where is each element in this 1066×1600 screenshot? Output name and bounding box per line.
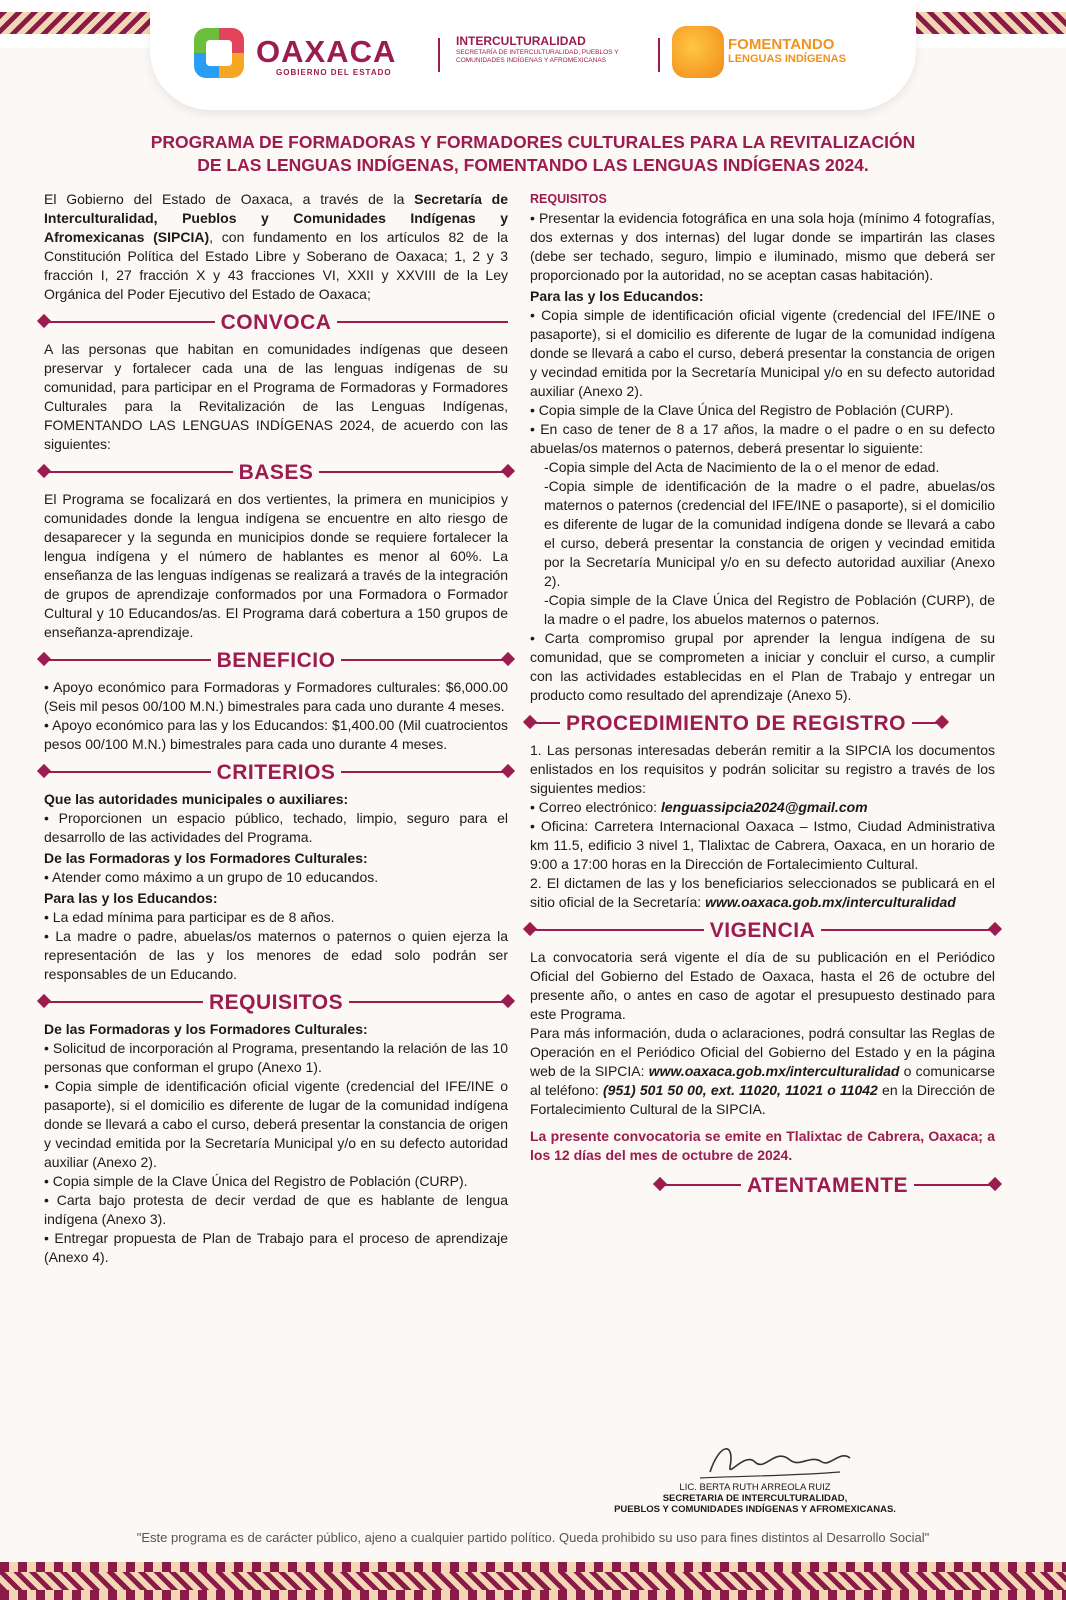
- requisitos-item: • Presentar la evidencia fotográfica en una sola hoja (mínimo 4 fotografías, dos externas y dos internas) del lugar donde se impartirán las clases (debe ser techado, seguro, limpio e iluminado, mismo que deberá ser proporcionado por la autoridad, no se aceptan casas habitación).: [530, 210, 995, 283]
- email-label: • Correo electrónico:: [530, 799, 661, 815]
- interculturalidad-subtitle: SECRETARÍA DE INTERCULTURALIDAD, PUEBLOS Y COMUNIDADES INDÍGENAS Y AFROMEXICANAS: [456, 49, 619, 64]
- section-heading-vigencia: [530, 916, 995, 944]
- criterios-item: • Proporcionen un espacio público, techado, limpio, seguro para el desarrollo de las actividades del Programa.: [44, 810, 508, 845]
- section-heading-requisitos: [44, 988, 508, 1016]
- heading-label: CONVOCA: [220, 310, 332, 334]
- page-title: [60, 131, 1006, 177]
- minor-item: -Copia simple de identificación de la madre o el padre, abuelas/os maternos o paternos (credencial del IFE/INE o pasaporte), si el domicilio es diferente de lugar de la comunidad indígena donde se llevará a cabo el curso, deberá presentar la constancia de origen y vecindad emitida por la Secretaría Municipal y/o en su defecto autoridad auxiliar (Anexo 2).: [544, 478, 995, 589]
- fomentando-title: FOMENTANDO: [728, 36, 835, 53]
- right-column: [530, 190, 995, 1203]
- heading-label: ATENTAMENTE: [746, 1173, 909, 1197]
- section-heading-procedimiento: [530, 709, 995, 737]
- interculturalidad-title: INTERCULTURALIDAD: [456, 34, 586, 48]
- criterios-item: • La edad mínima para participar es de 8 años.: [44, 909, 335, 925]
- website-link[interactable]: www.oaxaca.gob.mx/interculturalidad: [705, 894, 956, 910]
- bases-text: El Programa se focalizará en dos vertientes, la primera en municipios y comunidades donde la lengua indígena se encuentre en alto riesgo de desaparecer y la segunda en municipios donde se requiere fortalecer la lengua indígena y el número de hablantes es menor al 60%. La enseñanza de las lenguas indígenas se realizará a través de la integración de grupos de aprendizaje conformados por una Formadora o Formador Cultural y 10 Educandos/as. El Programa dará cobertura a 150 grupos de enseñanza-aprendizaje.: [44, 491, 508, 640]
- intro-text-1: El Gobierno del Estado de Oaxaca, a través de la: [44, 191, 415, 207]
- fomentando-subtitle: LENGUAS INDÍGENAS: [728, 53, 846, 65]
- heading-label: PROCEDIMIENTO DE REGISTRO: [566, 711, 906, 735]
- email-link[interactable]: lenguassipcia2024@gmail.com: [660, 799, 868, 815]
- oaxaca-title: OAXACA: [256, 34, 397, 69]
- minor-item: -Copia simple de la Clave Única del Registro de Población (CURP), de la madre o el padre, los abuelos maternos o paternos.: [544, 592, 995, 627]
- carta-item: • Carta compromiso grupal por aprender la lengua indígena de su comunidad, que se comprometen a iniciar y concluir el curso, a cumplir con las actividades establecidas en el Plan de Trabajo y entregar un producto como resultado del aprendizaje (Anexo 5).: [530, 630, 995, 703]
- fomentando-logo-icon: [672, 26, 724, 78]
- section-heading-criterios: [44, 758, 508, 786]
- requisitos-item: • Copia simple de la Clave Única del Registro de Población (CURP).: [44, 1173, 468, 1189]
- bottom-pattern: [0, 1562, 1066, 1600]
- criterios-item: • La madre o padre, abuelas/os maternos o paternos o quien ejerza la representación de las y los menores de edad solo podrán ser responsables de un Educando.: [44, 928, 508, 982]
- educandos-item: • Copia simple de identificación oficial vigente (credencial del IFE/INE o pasaporte), si el domicilio es diferente de lugar de la comunidad indígena donde se llevará a cabo el curso, deberá presentar la constancia de origen y vecindad emitida por la Secretaría Municipal y/o en su defecto autoridad auxiliar (Anexo 2).: [530, 307, 995, 399]
- minor-item: -Copia simple del Acta de Nacimiento de la o el menor de edad.: [544, 459, 940, 475]
- criterios-subheading: Para las y los Educandos:: [44, 890, 218, 906]
- criterios-subheading: De las Formadoras y los Formadores Culturales:: [44, 850, 368, 866]
- requisitos-item: • Carta bajo protesta de decir verdad de que es hablante de lengua indígena (Anexo 3).: [44, 1192, 508, 1227]
- intro-text-2: , con fundamento en los artículos 82 de la Constitución Política del Estado Libre y Soberano de Oaxaca; 1, 2 y 3 fracción I, 27 fracción X y 43 fracciones VI, XXII y XXVIII de la Ley Orgánica del Poder Ejecutivo del Estado de Oaxaca;: [44, 229, 508, 302]
- left-column: [44, 190, 508, 1267]
- dictamen-text: 2. El dictamen de las y los beneficiarios seleccionados se publicará en el sitio oficial de la Secretaría:: [530, 875, 995, 910]
- vigencia-text: La convocatoria será vigente el día de su publicación en el Periódico Oficial del Gobierno del Estado de Oaxaca, hasta el 26 de octubre del presente año, o antes en caso de agotar el presupuesto destinado para este Programa.: [530, 949, 995, 1022]
- divider: [658, 38, 660, 72]
- heading-label: REQUISITOS: [208, 990, 344, 1014]
- phone-number: (951) 501 50 00, ext. 11020, 11021 o 11042: [603, 1082, 878, 1098]
- educandos-subheading: Para las y los Educandos:: [530, 288, 704, 304]
- section-heading-beneficio: [44, 646, 508, 674]
- info-text: Para más información, duda o aclaraciones, podrá consultar las Reglas de Operación en el Periódico Oficial del Gobierno del Estado y en la página web de la SIPCIA:: [530, 1025, 995, 1079]
- requisitos-item: • Solicitud de incorporación al Programa, presentando la relación de las 10 personas que conforman el grupo (Anexo 1).: [44, 1040, 508, 1075]
- procedimiento-text: 1. Las personas interesadas deberán remitir a la SIPCIA los documentos enlistados en los requisitos y podrán solicitar su registro a través de los siguientes medios:: [530, 742, 995, 796]
- info-text: o comunicarse al teléfono:: [530, 1063, 995, 1098]
- heading-label: BENEFICIO: [216, 648, 336, 672]
- footer-disclaimer: "Este programa es de carácter público, ajeno a cualquier partido político. Queda prohibido su uso para fines distintos al Desarrollo Social": [136, 1530, 930, 1545]
- requisitos-subheading: De las Formadoras y los Formadores Culturales:: [44, 1021, 368, 1037]
- heading-label: BASES: [238, 460, 314, 484]
- educandos-item: • Copia simple de la Clave Única del Registro de Población (CURP).: [530, 402, 954, 418]
- requisitos-item: • Copia simple de identificación oficial vigente (credencial del IFE/INE o pasaporte), si el domicilio es diferente de lugar de la comunidad indígena donde se llevará a cabo el curso, deberá presentar la constancia de origen y vecindad emitida por la Secretaría Municipal y/o en su defecto autoridad auxiliar (Anexo 2).: [44, 1078, 508, 1170]
- title-line-1: PROGRAMA DE FORMADORAS Y FORMADORES CULTURALES PARA LA REVITALIZACIÓN: [150, 132, 916, 152]
- title-line-2: DE LAS LENGUAS INDÍGENAS, FOMENTANDO LAS LENGUAS INDÍGENAS 2024.: [197, 155, 869, 175]
- beneficio-item: • Apoyo económico para las y los Educandos: $1,400.00 (Mil cuatrocientos pesos 00/100 M.N.) bimestrales para cada uno durante 4 meses.: [44, 717, 508, 752]
- divider: [438, 38, 440, 72]
- header-logos: [150, 0, 916, 110]
- signer-role: PUEBLOS Y COMUNIDADES INDÍGENAS Y AFROMEXICANAS.: [614, 1504, 896, 1515]
- heading-label: CRITERIOS: [216, 760, 336, 784]
- section-heading-convoca: [44, 308, 508, 336]
- info-paragraph: [530, 1024, 995, 1119]
- criterios-item: • Atender como máximo a un grupo de 10 educandos.: [44, 869, 379, 885]
- dictamen-line: [530, 874, 995, 912]
- educandos-item: • En caso de tener de 8 a 17 años, la madre o el padre o en su defecto abuelas/os maternos o paternos, deberá presentar lo siguiente:: [530, 421, 995, 456]
- requisitos-continued-label: REQUISITOS: [530, 192, 607, 206]
- signer-name: LIC. BERTA RUTH ARREOLA RUIZ: [679, 1482, 831, 1493]
- convoca-text: A las personas que habitan en comunidades indígenas que deseen preservar y fortalecer cada una de las lenguas indígenas de su comunidad, para participar en el Programa de Formadoras y Formadores Culturales para la Revitalización de las Lenguas Indígenas, FOMENTANDO LAS LENGUAS INDÍGENAS 2024, de acuerdo con las siguientes:: [44, 341, 508, 452]
- email-line: [530, 798, 995, 817]
- section-heading-atentamente: [530, 1171, 995, 1199]
- signer-block: [530, 1482, 980, 1515]
- signer-role: SECRETARIA DE INTERCULTURALIDAD,: [662, 1493, 848, 1504]
- criterios-subheading: Que las autoridades municipales o auxiliares:: [44, 791, 349, 807]
- closing-statement: La presente convocatoria se emite en Tlalixtac de Cabrera, Oaxaca; a los 12 días del mes de octubre de 2024.: [530, 1128, 995, 1163]
- oaxaca-logo-icon: [194, 28, 244, 78]
- heading-label: VIGENCIA: [709, 918, 816, 942]
- section-heading-bases: [44, 458, 508, 486]
- intro-bold: Secretaría de Interculturalidad, Pueblos y Comunidades Indígenas y Afromexicanas (SIPCIA): [44, 191, 509, 245]
- oaxaca-subtitle: GOBIERNO DEL ESTADO: [276, 68, 392, 77]
- office-line: • Oficina: Carretera Internacional Oaxaca – Istmo, Ciudad Administrativa km 11.5, edificio 3 nivel 1, Tlalixtac de Cabrera, Oaxaca, en un horario de 9:00 a 17:00 horas en la Dirección de Fortalecimiento Cultural.: [530, 818, 995, 872]
- info-text: en la Dirección de Fortalecimiento Cultural de la SIPCIA.: [530, 1082, 996, 1117]
- beneficio-item: • Apoyo económico para Formadoras y Formadores culturales: $6,000.00 (Seis mil pesos 00/100 M.N.) bimestrales para cada uno durante 4 meses.: [44, 679, 508, 714]
- requisitos-item: • Entregar propuesta de Plan de Trabajo para el proceso de aprendizaje (Anexo 4).: [44, 1230, 508, 1265]
- intro-paragraph: [44, 190, 508, 304]
- website-link[interactable]: www.oaxaca.gob.mx/interculturalidad: [648, 1063, 900, 1079]
